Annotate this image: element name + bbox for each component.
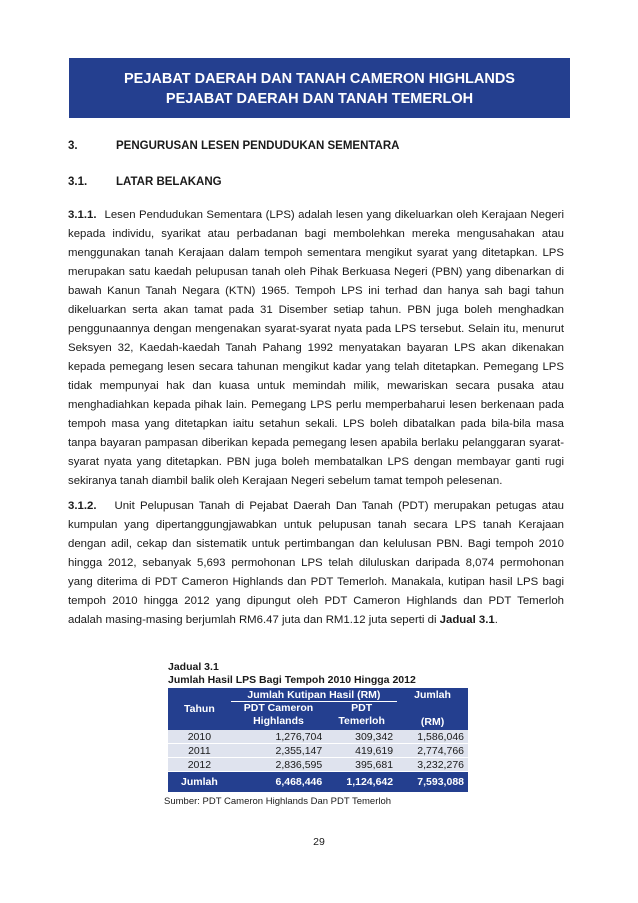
- table-total-row: [168, 772, 468, 793]
- table-row: [168, 730, 468, 744]
- table-source: Sumber: PDT Cameron Highlands Dan PDT Temerloh: [164, 796, 392, 807]
- paragraph-text: Lesen Pendudukan Sementara (LPS) adalah lesen yang dikeluarkan oleh Kerajaan Negeri kepada individu, syarikat atau perbadanan bagi membolehkan mereka mengusahakan atau menggunakan tanah Kerajaan dalam tempoh sementara mengikut syarat yang ditetapkan. LPS merupakan satu kaedah pelupusan tanah oleh Pihak Berkuasa Negeri (PBN) yang dibenarkan di bawah Kanun Tanah Negara (KTN) 1965. Tempoh LPS ini terhad dan hanya sah bagi tahun dikeluarkan serta akan tamat pada 31 Disember setiap tahun. PBN juga boleh menghadkan penggunaannya dengan mengenakan syarat-syarat nyata pada LPS tersebut. Selain itu, menurut Seksyen 32, Kaedah-kaedah Tanah Pahang 1992 menyatakan bayaran LPS akan dikenakan kepada pemegang lesen secara tahunan mengikut kadar yang telah ditetapkan. Pemegang LPS tidak mempunyai hak dan kuasa untuk memindah milik, mewariskan secara pusaka atau menghadiahkan kepada pihak lain. Pemegang LPS perlu memperbaharui lesen berkenaan pada tempoh masa yang ditetapkan iaitu setahun sekali. LPS boleh dibatalkan pada bila-bila masa tanpa bayaran pampasan diberikan kepada pemegang lesen apabila berlaku pelanggaran syarat-syarat nyata yang ditetapkan. PBN juga boleh membatalkan LPS dengan membayar ganti rugi sekiranya tanah diambil balik oleh Kerajaan Negeri sebelum tamat tempoh pelesenan.: [68, 209, 564, 487]
- header-banner: [69, 58, 570, 118]
- table-reference: Jadual 3.1: [439, 614, 495, 626]
- banner-line-1: PEJABAT DAERAH DAN TANAH CAMERON HIGHLANDS: [124, 71, 515, 87]
- section-title: PENGURUSAN LESEN PENDUDUKAN SEMENTARA: [116, 140, 400, 152]
- cell-cameron: 2,355,147: [231, 744, 326, 758]
- total-all: 7,593,088: [397, 772, 468, 793]
- revenue-table: [168, 688, 468, 792]
- table-header-row: [168, 688, 468, 702]
- cell-year: 2010: [168, 730, 231, 744]
- total-label: Jumlah: [168, 772, 231, 793]
- cell-temerloh: 395,681: [326, 758, 397, 772]
- banner-line-2: PEJABAT DAERAH DAN TANAH TEMERLOH: [165, 91, 474, 107]
- cell-year: 2011: [168, 744, 231, 758]
- total-cameron: 6,468,446: [231, 772, 326, 793]
- total-temerloh: 1,124,642: [326, 772, 397, 793]
- cell-cameron: 1,276,704: [231, 730, 326, 744]
- cell-total: 2,774,766: [397, 744, 468, 758]
- header-year: Tahun: [184, 703, 215, 715]
- section-heading: [68, 140, 399, 152]
- table-row: [168, 744, 468, 758]
- subsection-title: LATAR BELAKANG: [116, 176, 222, 188]
- paragraph-3-1-1: [68, 206, 564, 491]
- paragraph-number: 3.1.2.: [68, 500, 97, 512]
- subsection-number: 3.1.: [68, 176, 88, 188]
- paragraph-number: 3.1.1.: [68, 209, 97, 221]
- header-total-1: Jumlah: [414, 688, 451, 701]
- cell-year: 2012: [168, 758, 231, 772]
- paragraph-text: Unit Pelupusan Tanah di Pejabat Daerah Dan Tanah (PDT) merupakan petugas atau kumpulan yang dipertanggungjawabkan untuk pelupusan tanah secara LPS tanah Kerajaan dengan adil, cekap dan sistematik untuk pertimbangan dan kelulusan PBN. Bagi tempoh 2010 hingga 2012, sebanyak 5,693 permohonan LPS telah diluluskan daripada 8,074 permohonan yang diterima di PDT Cameron Highlands dan PDT Temerloh. Manakala, kutipan hasil LPS bagi tempoh 2010 hingga 2012 yang dipungut oleh PDT Cameron Highlands dan PDT Temerloh adalah masing-masing berjumlah RM6.47 juta dan RM1.12 juta seperti di: [68, 500, 564, 626]
- section-number: 3.: [68, 140, 78, 152]
- cell-cameron: 2,836,595: [231, 758, 326, 772]
- header-temerloh: PDT Temerloh: [338, 702, 385, 727]
- cell-total: 1,586,046: [397, 730, 468, 744]
- paragraph-end: .: [494, 614, 498, 626]
- table-title: Jumlah Hasil LPS Bagi Tempoh 2010 Hingga 2012: [168, 674, 416, 686]
- header-group: Jumlah Kutipan Hasil (RM): [231, 688, 397, 702]
- paragraph-3-1-2: [68, 497, 564, 630]
- header-cameron: PDT Cameron Highlands: [243, 702, 314, 727]
- header-total-2: (RM): [420, 716, 445, 728]
- table-block: [164, 661, 468, 807]
- cell-temerloh: 419,619: [326, 744, 397, 758]
- subsection-heading: [68, 176, 222, 188]
- table-row: [168, 758, 468, 772]
- page-number: 29: [313, 836, 325, 848]
- table-label: Jadual 3.1: [168, 661, 219, 673]
- cell-total: 3,232,276: [397, 758, 468, 772]
- cell-temerloh: 309,342: [326, 730, 397, 744]
